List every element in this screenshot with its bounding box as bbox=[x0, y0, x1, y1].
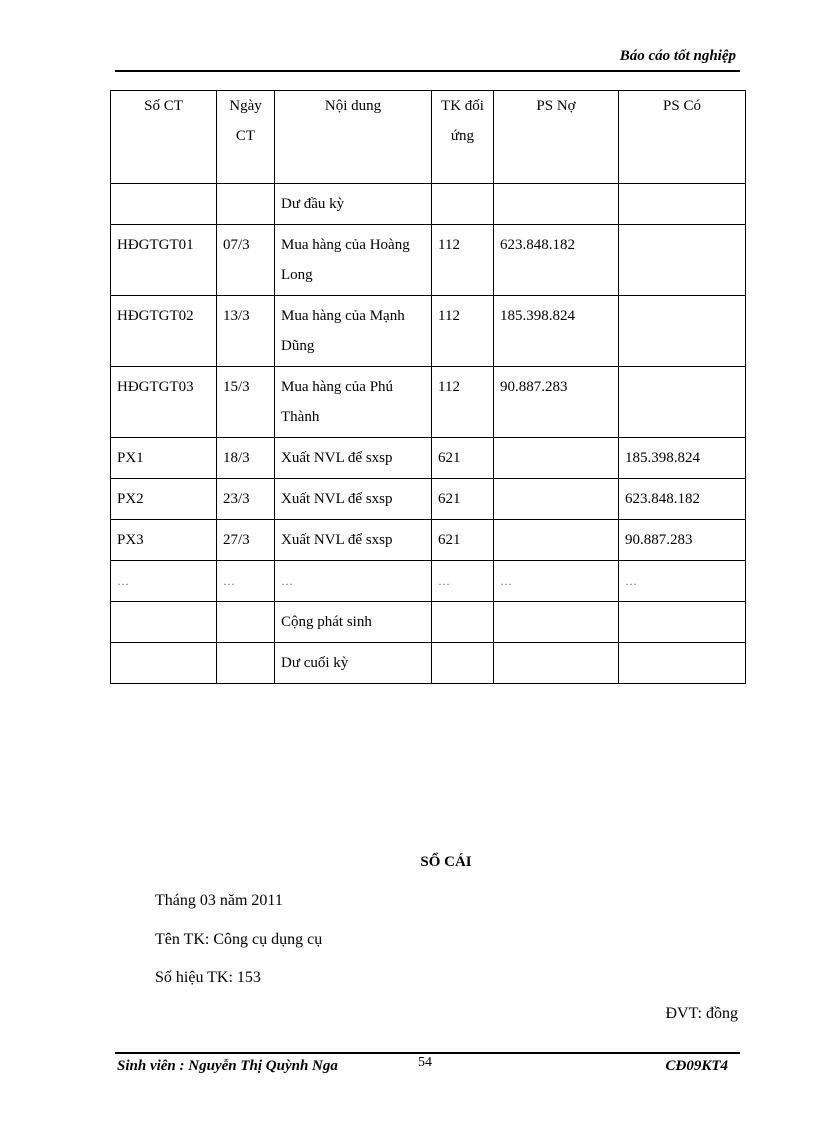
cell-ngay-ct: 13/3 bbox=[217, 296, 275, 367]
table-row bbox=[111, 438, 746, 479]
ledger-month: Tháng 03 năm 2011 bbox=[155, 892, 283, 909]
cell-tk-doi-ung: 621 bbox=[432, 438, 494, 479]
cell-noi-dung: Dư cuối kỳ bbox=[275, 643, 432, 684]
cell-tk-doi-ung bbox=[432, 643, 494, 684]
table-row bbox=[111, 561, 746, 602]
cell-ngay-ct bbox=[217, 643, 275, 684]
cell-noi-dung: Xuất NVL để sxsp bbox=[275, 479, 432, 520]
cell-tk-doi-ung: 112 bbox=[432, 225, 494, 296]
footer-page-number: 54 bbox=[418, 1055, 432, 1070]
ledger-title: SỔ CÁI bbox=[420, 854, 472, 870]
cell-ngay-ct: 23/3 bbox=[217, 479, 275, 520]
cell-noi-dung: Dư đầu kỳ bbox=[275, 184, 432, 225]
cell-ps-no bbox=[494, 184, 619, 225]
cell-ps-no: … bbox=[494, 561, 619, 602]
cell-so-ct: HĐGTGT03 bbox=[111, 367, 217, 438]
cell-ngay-ct: 07/3 bbox=[217, 225, 275, 296]
cell-noi-dung: Mua hàng của Phú Thành bbox=[275, 367, 432, 438]
cell-so-ct bbox=[111, 184, 217, 225]
cell-so-ct: PX1 bbox=[111, 438, 217, 479]
cell-ps-co: 90.887.283 bbox=[619, 520, 746, 561]
cell-so-ct: HĐGTGT02 bbox=[111, 296, 217, 367]
cell-ps-co: 185.398.824 bbox=[619, 438, 746, 479]
cell-ngay-ct: 27/3 bbox=[217, 520, 275, 561]
col-header-tk-doi-ung: TK đối ứng bbox=[432, 91, 494, 184]
table-row bbox=[111, 602, 746, 643]
cell-ps-co: 623.848.182 bbox=[619, 479, 746, 520]
cell-ps-no bbox=[494, 479, 619, 520]
cell-tk-doi-ung: 112 bbox=[432, 367, 494, 438]
cell-ps-co bbox=[619, 184, 746, 225]
header-divider bbox=[115, 70, 740, 72]
table-row bbox=[111, 479, 746, 520]
cell-noi-dung: Mua hàng của Mạnh Dũng bbox=[275, 296, 432, 367]
footer-class-code: CĐ09KT4 bbox=[665, 1058, 728, 1074]
cell-tk-doi-ung: … bbox=[432, 561, 494, 602]
table-row bbox=[111, 296, 746, 367]
cell-so-ct: PX2 bbox=[111, 479, 217, 520]
table-row bbox=[111, 184, 746, 225]
cell-so-ct: PX3 bbox=[111, 520, 217, 561]
cell-noi-dung: … bbox=[275, 561, 432, 602]
cell-noi-dung: Xuất NVL để sxsp bbox=[275, 438, 432, 479]
cell-noi-dung: Cộng phát sinh bbox=[275, 602, 432, 643]
cell-ps-no: 623.848.182 bbox=[494, 225, 619, 296]
table-row bbox=[111, 225, 746, 296]
col-header-noi-dung: Nội dung bbox=[275, 91, 432, 184]
ledger-unit: ĐVT: đồng bbox=[665, 1005, 738, 1022]
cell-tk-doi-ung: 621 bbox=[432, 479, 494, 520]
cell-ps-no: 185.398.824 bbox=[494, 296, 619, 367]
cell-noi-dung: Xuất NVL để sxsp bbox=[275, 520, 432, 561]
cell-ngay-ct bbox=[217, 602, 275, 643]
cell-ps-co bbox=[619, 367, 746, 438]
table-row bbox=[111, 520, 746, 561]
cell-tk-doi-ung bbox=[432, 184, 494, 225]
cell-ps-no bbox=[494, 520, 619, 561]
cell-ps-co bbox=[619, 225, 746, 296]
report-header-title: Báo cáo tốt nghiệp bbox=[619, 48, 736, 64]
ledger-account-code: Số hiệu TK: 153 bbox=[155, 969, 261, 986]
cell-ps-co bbox=[619, 643, 746, 684]
cell-so-ct: HĐGTGT01 bbox=[111, 225, 217, 296]
cell-ps-co: … bbox=[619, 561, 746, 602]
col-header-ps-no: PS Nợ bbox=[494, 91, 619, 184]
cell-so-ct bbox=[111, 643, 217, 684]
cell-ps-no bbox=[494, 438, 619, 479]
cell-ps-no bbox=[494, 602, 619, 643]
col-header-ngay-ct: Ngày CT bbox=[217, 91, 275, 184]
cell-ps-co bbox=[619, 296, 746, 367]
col-header-so-ct: Số CT bbox=[111, 91, 217, 184]
cell-ngay-ct: 15/3 bbox=[217, 367, 275, 438]
cell-ps-no bbox=[494, 643, 619, 684]
footer-divider bbox=[115, 1052, 740, 1054]
table-row bbox=[111, 367, 746, 438]
cell-tk-doi-ung bbox=[432, 602, 494, 643]
cell-ngay-ct: 18/3 bbox=[217, 438, 275, 479]
cell-ngay-ct bbox=[217, 184, 275, 225]
cell-so-ct: … bbox=[111, 561, 217, 602]
cell-ps-no: 90.887.283 bbox=[494, 367, 619, 438]
cell-ngay-ct: … bbox=[217, 561, 275, 602]
footer-student-name: Sinh viên : Nguyễn Thị Quỳnh Nga bbox=[117, 1058, 338, 1074]
cell-ps-co bbox=[619, 602, 746, 643]
cell-tk-doi-ung: 621 bbox=[432, 520, 494, 561]
cell-so-ct bbox=[111, 602, 217, 643]
col-header-ps-co: PS Có bbox=[619, 91, 746, 184]
cell-noi-dung: Mua hàng của Hoàng Long bbox=[275, 225, 432, 296]
cell-tk-doi-ung: 112 bbox=[432, 296, 494, 367]
journal-table bbox=[110, 90, 746, 684]
ledger-account-name: Tên TK: Công cụ dụng cụ bbox=[155, 931, 323, 948]
table-row bbox=[111, 643, 746, 684]
table-header-row bbox=[111, 91, 746, 184]
